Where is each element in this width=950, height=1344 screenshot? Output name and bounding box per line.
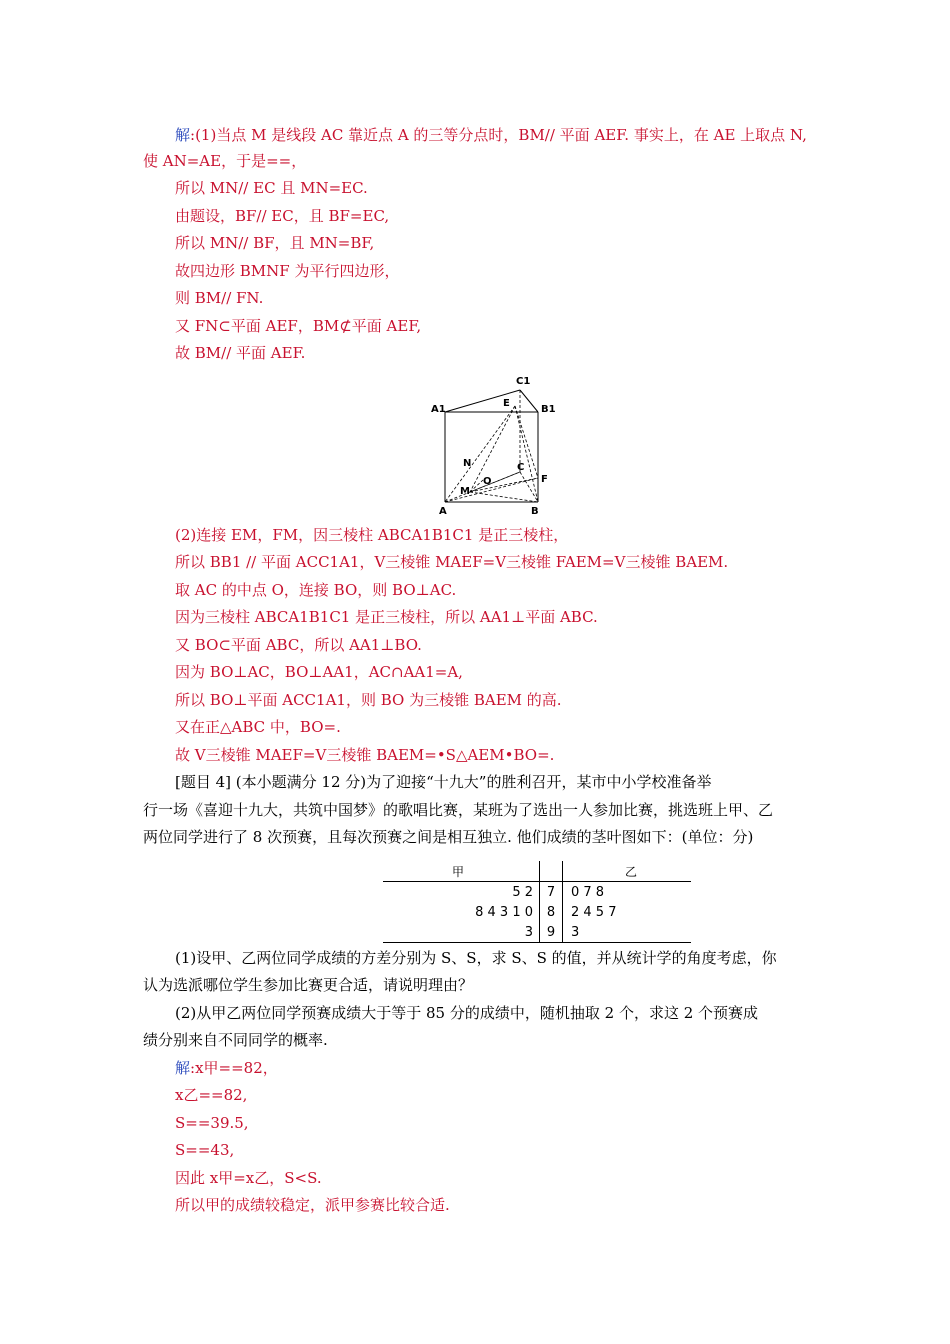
- solution2-line-1: (2)连接 EM，FM，因三棱柱 ABCA1B1C1 是正三棱柱，: [175, 526, 569, 544]
- leaf-right: 2 4 5 7: [571, 904, 617, 920]
- solution2-line-8: 又在正△ABC 中，BO=.: [175, 718, 341, 736]
- label-n: N: [463, 458, 472, 469]
- solution1-line-8: 又 FN⊂平面 AEF，BM⊄平面 AEF,: [175, 317, 422, 335]
- label-o: O: [483, 476, 492, 487]
- solution2-line-4: 因为三棱柱 ABCA1B1C1 是正三棱柱，所以 AA1⊥平面 ABC.: [175, 608, 598, 626]
- solution1-line-2: 使 AN=AE，于是==，: [143, 152, 307, 170]
- label-b1: B1: [541, 404, 555, 415]
- solution2-line-5: 又 BO⊂平面 ABC，所以 AA1⊥BO.: [175, 636, 422, 654]
- leaf-left: 3: [383, 922, 540, 943]
- leaf-right: 0 7 8: [571, 884, 605, 900]
- label-m: M: [460, 486, 470, 497]
- solution4-line-6: 所以甲的成绩较稳定，派甲参赛比较合适.: [175, 1196, 450, 1214]
- label-f: F: [541, 474, 548, 485]
- solution2-line-3: 取 AC 的中点 O，连接 BO，则 BO⊥AC.: [175, 581, 457, 599]
- leaf-right: 3: [563, 922, 692, 943]
- stem: 9: [540, 922, 563, 943]
- stem-leaf-header: [383, 861, 691, 882]
- stem-leaf-row: [383, 902, 691, 922]
- solution2-line-9: 故 V三棱锥 MAEF=V三棱锥 BAEM=•S△AEM•BO=.: [175, 746, 555, 764]
- problem4-line-3: 两位同学进行了 8 次预赛，且每次预赛之间是相互独立. 他们成绩的茎叶图如下：(单位：分): [143, 828, 754, 846]
- stem: 7: [540, 882, 563, 903]
- prism-figure: [425, 372, 555, 520]
- label-a: A: [439, 506, 447, 517]
- question-line-1: (1)设甲、乙两位同学成绩的方差分别为 S、S，求 S、S 的值，并从统计学的角度考虑，你: [175, 949, 777, 967]
- solution4-line-5: 因此 x甲=x乙，S<S.: [175, 1169, 322, 1187]
- solution2-line-6: 因为 BO⊥AC，BO⊥AA1，AC∩AA1=A,: [175, 663, 463, 681]
- question-line-4: 绩分别来自不同同学的概率.: [143, 1031, 328, 1049]
- solution4-label: 解: [175, 1059, 191, 1077]
- solution2-line-2: 所以 BB1 // 平面 ACC1A1，V三棱锥 MAEF=V三棱锥 FAEM=V三棱锥 BAEM.: [175, 553, 729, 571]
- leaf-left: 5 2: [512, 884, 533, 900]
- question-line-3: (2)从甲乙两位同学预赛成绩大于等于 85 分的成绩中，随机抽取 2 个，求这 2 个预赛成: [175, 1004, 759, 1022]
- stem-leaf-row: [383, 882, 691, 903]
- solution1-line-1: 解:(1)当点 M 是线段 AC 靠近点 A 的三等分点时，BM// 平面 AEF. 事实上，在 AE 上取点 N,: [175, 126, 807, 144]
- solution-label: 解: [175, 126, 191, 144]
- solution4-line-3: S==39.5,: [175, 1114, 249, 1132]
- solution1-line-3: 所以 MN// EC 且 MN=EC.: [175, 179, 368, 197]
- solution1-line-5: 所以 MN// BF，且 MN=BF,: [175, 234, 375, 252]
- solution4-line-4: S==43,: [175, 1141, 235, 1159]
- header-yi: 乙: [563, 861, 692, 882]
- stem-leaf-table: [383, 861, 691, 943]
- solution1-line-4: 由题设，BF// EC，且 BF=EC,: [175, 207, 390, 225]
- label-e: E: [503, 398, 510, 409]
- stem-leaf-row: [383, 922, 691, 943]
- leaf-left: 8 4 3 1 0: [475, 904, 533, 920]
- label-a1: A1: [431, 404, 446, 415]
- prism-diagram: [425, 372, 555, 520]
- problem4-line-1: [题目 4] (本小题满分 12 分)为了迎接“十九大”的胜利召开，某市中小学校准备举: [175, 773, 712, 791]
- stem: 8: [540, 902, 563, 922]
- solution2-line-7: 所以 BO⊥平面 ACC1A1，则 BO 为三棱锥 BAEM 的高.: [175, 691, 562, 709]
- problem4-line-2: 行一场《喜迎十九大，共筑中国梦》的歌唱比赛，某班为了选出一人参加比赛，挑选班上甲、乙: [143, 801, 774, 819]
- header-jia: 甲: [383, 861, 540, 882]
- label-c1: C1: [516, 376, 531, 387]
- question-line-2: 认为选派哪位学生参加比赛更合适，请说明理由？: [143, 976, 474, 994]
- solution1-line-9: 故 BM// 平面 AEF.: [175, 344, 306, 362]
- label-b: B: [531, 506, 539, 517]
- solution1-line-7: 则 BM// FN.: [175, 289, 264, 307]
- solution4-line-1: 解:x甲==82，: [175, 1059, 278, 1077]
- label-c: C: [517, 462, 525, 473]
- solution1-line-6: 故四边形 BMNF 为平行四边形，: [175, 262, 400, 280]
- solution4-line-2: x乙==82,: [175, 1086, 248, 1104]
